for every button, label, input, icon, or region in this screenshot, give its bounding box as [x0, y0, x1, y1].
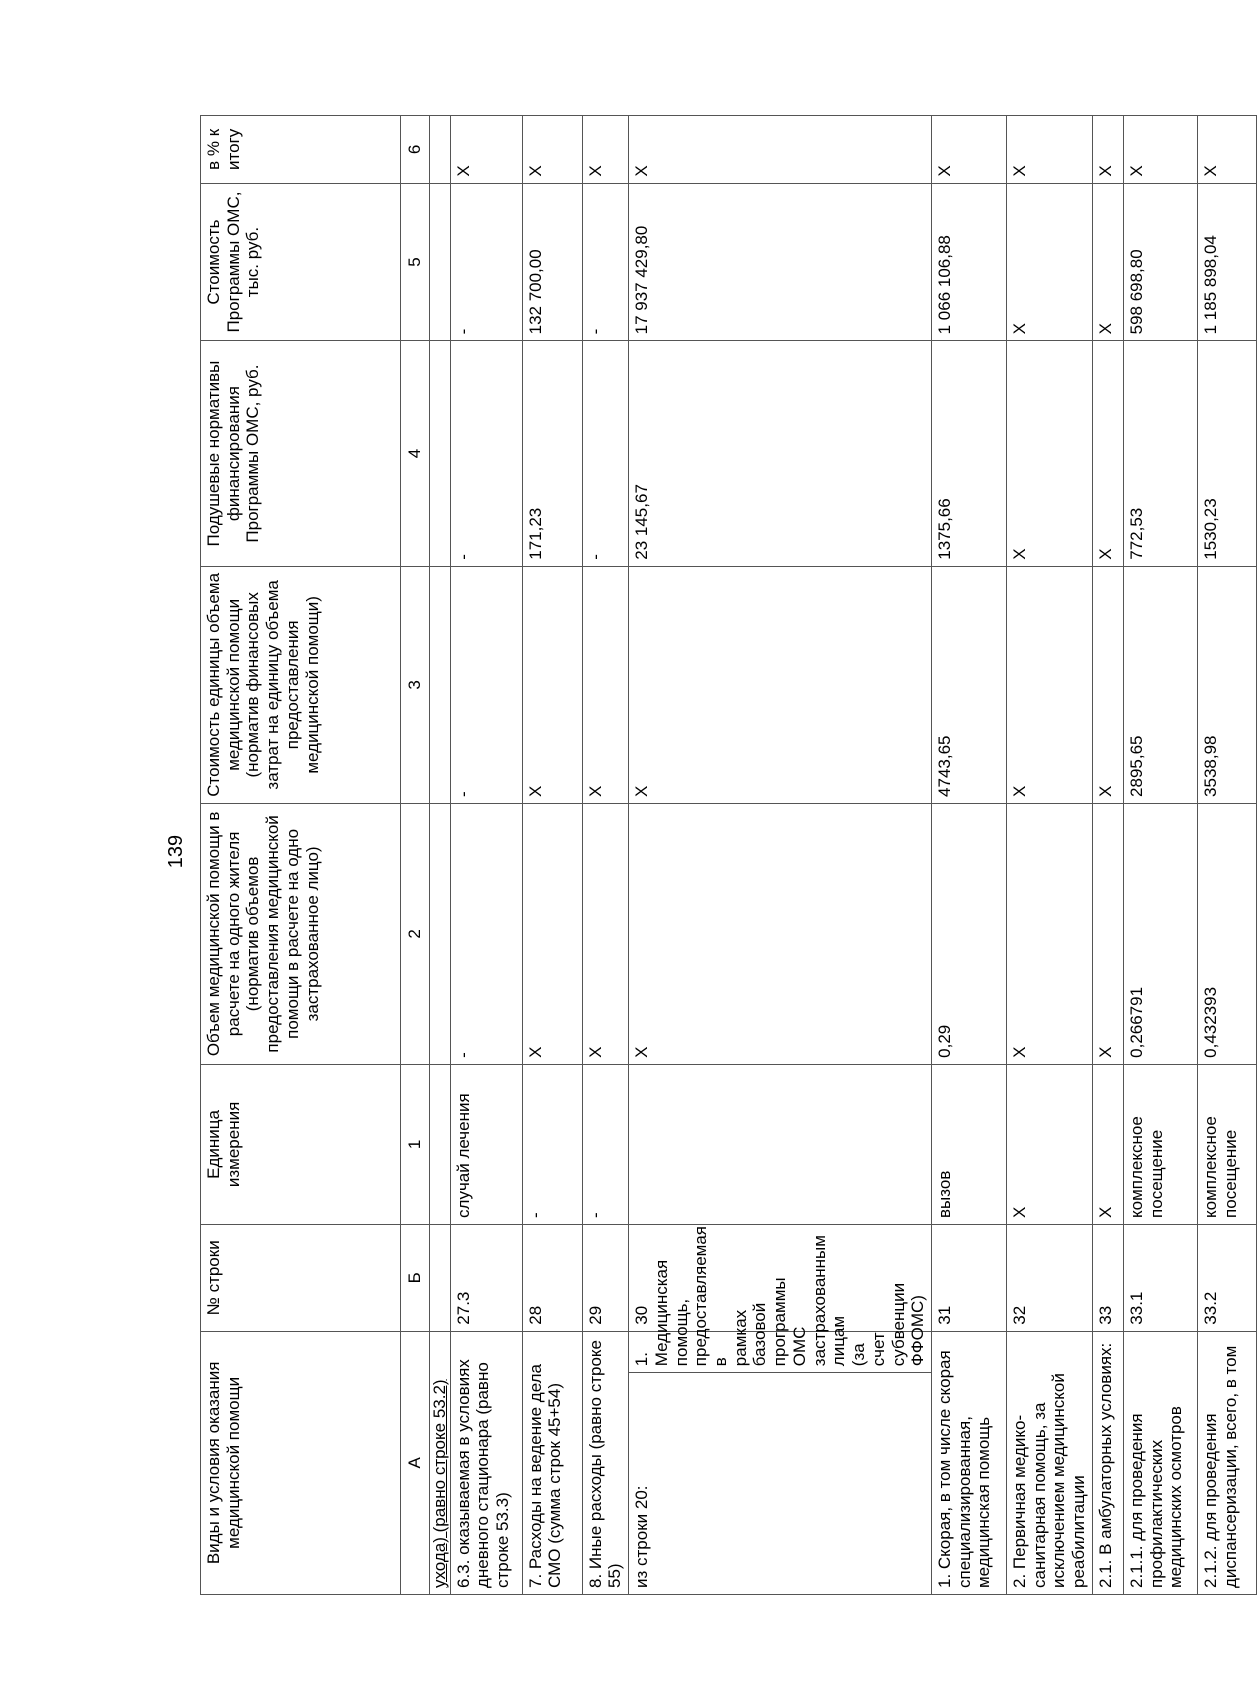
row-label: 1. Скорая, в том числе скорая специализированная, медицинская помощь [931, 1331, 1006, 1594]
unit-cell: вызов [931, 1064, 1006, 1224]
row-number: 32 [1006, 1224, 1092, 1331]
unit-cell: комплексное посещение [1197, 1064, 1256, 1224]
program-cost-cell: Х [1092, 183, 1123, 341]
header-col-3: Стоимость единицы объема медицинской помощи (норматив финансовых затрат на единицу объема предоставления медицинской помощи) [201, 566, 401, 803]
program-cost-cell: - [582, 183, 628, 341]
percent-cell: Х [522, 116, 582, 184]
header-col-4: Подушевые нормативы финансирования Программы ОМС, руб. [201, 341, 401, 566]
row-number: 30 [629, 1224, 932, 1331]
per-capita-cell: 23 145,67 [629, 341, 932, 566]
header-col-6: в % к итогу [201, 116, 401, 184]
row-number: 33.2 [1197, 1224, 1256, 1331]
volume-cell: 0,432393 [1197, 803, 1256, 1064]
percent-cell: Х [1092, 116, 1123, 184]
program-cost-cell: - [450, 183, 522, 341]
percent-cell: Х [1197, 116, 1256, 184]
program-cost-cell: Х [1006, 183, 1092, 341]
table-row [450, 116, 522, 1595]
program-cost-cell: 598 698,80 [1123, 183, 1197, 341]
volume-cell: Х [1092, 803, 1123, 1064]
index-6: 6 [401, 116, 430, 184]
table-row [1006, 116, 1092, 1595]
unit-cost-cell: Х [1092, 566, 1123, 803]
row-label: 6.3. оказываемая в условиях дневного стационара (равно строке 53.3) [450, 1331, 522, 1594]
page-number: 139 [165, 834, 188, 869]
row-number: 27.3 [450, 1224, 522, 1331]
percent-cell: Х [582, 116, 628, 184]
percent-cell: Х [629, 116, 932, 184]
row-label: 2.1.2. для проведения диспансеризации, всего, в том [1197, 1331, 1256, 1594]
unit-cost-cell: - [450, 566, 522, 803]
index-3: 3 [401, 566, 430, 803]
row-number: 28 [522, 1224, 582, 1331]
volume-cell: 0,266791 [1123, 803, 1197, 1064]
unit-cell: комплексное посещение [1123, 1064, 1197, 1224]
per-capita-cell: 171,23 [522, 341, 582, 566]
row-number: 33.1 [1123, 1224, 1197, 1331]
continuation-text: ухода) (равно строке 53.2) [430, 1331, 451, 1594]
table-row [931, 116, 1006, 1595]
index-1: 1 [401, 1064, 430, 1224]
index-4: 4 [401, 341, 430, 566]
per-capita-cell: 772,53 [1123, 341, 1197, 566]
unit-cost-cell: 3538,98 [1197, 566, 1256, 803]
volume-cell: Х [1006, 803, 1092, 1064]
unit-cost-cell: Х [582, 566, 628, 803]
table-row [1123, 116, 1197, 1595]
header-col-1: Единица измерения [201, 1064, 401, 1224]
volume-cell: Х [582, 803, 628, 1064]
percent-cell: Х [931, 116, 1006, 184]
per-capita-cell: 1530,23 [1197, 341, 1256, 566]
continuation-row [430, 116, 451, 1595]
row-label: 1. Медицинская помощь, предоставляемая в рамках базовой программы ОМС застрахованным лицам (за счет субвенции ФФОМС) [629, 1331, 932, 1373]
program-cost-cell: 1 066 106,88 [931, 183, 1006, 341]
program-cost-cell: 1 185 898,04 [1197, 183, 1256, 341]
row-number: 29 [582, 1224, 628, 1331]
row-number: 33 [1092, 1224, 1123, 1331]
table-row [582, 116, 628, 1595]
per-capita-cell: - [450, 341, 522, 566]
index-a: А [401, 1331, 430, 1594]
per-capita-cell: Х [1092, 341, 1123, 566]
header-col-2: Объем медицинской помощи в расчете на одного жителя (норматив объемов предоставления медицинской помощи в расчете на одно застрахованное лицо) [201, 803, 401, 1064]
table-container [200, 115, 1240, 1595]
row-label: 8. Иные расходы (равно строке 55) [582, 1331, 628, 1594]
row-label: 2.1. В амбулаторных условиях: [1092, 1331, 1123, 1594]
per-capita-cell: - [582, 341, 628, 566]
percent-cell: Х [1123, 116, 1197, 184]
volume-cell: Х [629, 803, 932, 1064]
unit-cell: Х [1006, 1064, 1092, 1224]
index-2: 2 [401, 803, 430, 1064]
unit-cell: - [582, 1064, 628, 1224]
header-row [201, 116, 401, 1595]
unit-cost-cell: 4743,65 [931, 566, 1006, 803]
program-cost-cell: 17 937 429,80 [629, 183, 932, 341]
index-row [401, 116, 430, 1595]
table-row [1197, 116, 1256, 1595]
unit-cell: случай лечения [450, 1064, 522, 1224]
table-row [522, 116, 582, 1595]
unit-cell [629, 1064, 932, 1224]
per-capita-cell: Х [1006, 341, 1092, 566]
row-number: 31 [931, 1224, 1006, 1331]
header-col-a: Виды и условия оказания медицинской помощи [201, 1331, 401, 1594]
row-label: 2.1.1. для проведения профилактических медицинских осмотров [1123, 1331, 1197, 1594]
per-capita-cell: 1375,66 [931, 341, 1006, 566]
header-col-b: № строки [201, 1224, 401, 1331]
volume-cell: - [450, 803, 522, 1064]
table-row [1092, 116, 1123, 1595]
unit-cell: - [522, 1064, 582, 1224]
percent-cell: Х [1006, 116, 1092, 184]
unit-cost-cell: Х [1006, 566, 1092, 803]
program-cost-cell: 132 700,00 [522, 183, 582, 341]
index-b: Б [401, 1224, 430, 1331]
unit-cost-cell: Х [522, 566, 582, 803]
table-row [629, 116, 932, 1595]
unit-cost-cell: Х [629, 566, 932, 803]
omc-program-table [200, 115, 1257, 1595]
row-label: 7. Расходы на ведение дела СМО (сумма строк 45+54) [522, 1331, 582, 1594]
header-col-5: Стоимость Программы ОМС, тыс. руб. [201, 183, 401, 341]
percent-cell: Х [450, 116, 522, 184]
row-sublabel: из строки 20: [629, 1373, 932, 1595]
row-label: 2. Первичная медико-санитарная помощь, за исключением медицинской реабилитации [1006, 1331, 1092, 1594]
unit-cell: Х [1092, 1064, 1123, 1224]
volume-cell: 0,29 [931, 803, 1006, 1064]
volume-cell: Х [522, 803, 582, 1064]
index-5: 5 [401, 183, 430, 341]
unit-cost-cell: 2895,65 [1123, 566, 1197, 803]
